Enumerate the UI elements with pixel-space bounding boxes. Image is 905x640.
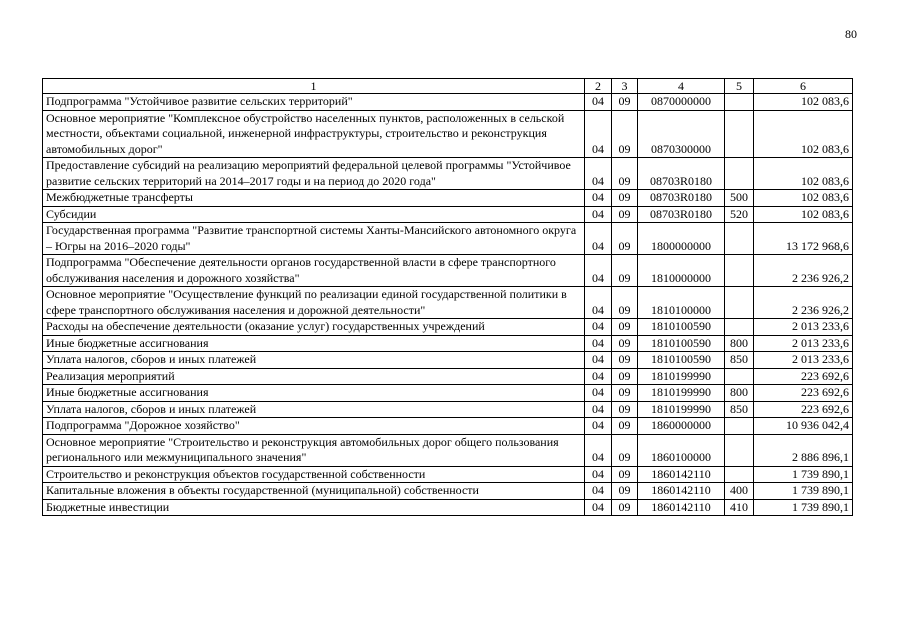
row-subsection: 09 xyxy=(612,319,638,336)
row-name: Подпрограмма "Устойчивое развитие сельских территорий" xyxy=(43,94,585,111)
table-row xyxy=(43,94,853,111)
row-amount: 2 013 233,6 xyxy=(754,319,853,336)
row-target-code: 1860142110 xyxy=(638,499,725,516)
row-expense-type xyxy=(725,223,754,255)
table-row xyxy=(43,499,853,516)
row-section: 04 xyxy=(585,158,612,190)
row-name: Уплата налогов, сборов и иных платежей xyxy=(43,401,585,418)
row-target-code: 0870300000 xyxy=(638,110,725,158)
row-target-code: 1810100590 xyxy=(638,352,725,369)
row-name: Иные бюджетные ассигнования xyxy=(43,335,585,352)
header-col-1: 1 xyxy=(43,79,585,94)
row-subsection: 09 xyxy=(612,499,638,516)
row-subsection: 09 xyxy=(612,385,638,402)
row-section: 04 xyxy=(585,335,612,352)
row-amount: 1 739 890,1 xyxy=(754,466,853,483)
row-expense-type xyxy=(725,418,754,435)
row-subsection: 09 xyxy=(612,335,638,352)
row-target-code: 1860142110 xyxy=(638,466,725,483)
table-row xyxy=(43,368,853,385)
row-expense-type: 850 xyxy=(725,401,754,418)
row-section: 04 xyxy=(585,385,612,402)
table-row xyxy=(43,110,853,158)
row-expense-type xyxy=(725,466,754,483)
row-expense-type: 410 xyxy=(725,499,754,516)
table-row xyxy=(43,158,853,190)
row-name: Субсидии xyxy=(43,206,585,223)
row-amount: 223 692,6 xyxy=(754,385,853,402)
table-row xyxy=(43,352,853,369)
row-name: Межбюджетные трансферты xyxy=(43,190,585,207)
row-name: Государственная программа "Развитие транспортной системы Ханты-Мансийского автономного округа – Югры на 2016–2020 годы" xyxy=(43,223,585,255)
table-row xyxy=(43,255,853,287)
row-name: Подпрограмма "Дорожное хозяйство" xyxy=(43,418,585,435)
row-expense-type: 400 xyxy=(725,483,754,500)
row-subsection: 09 xyxy=(612,158,638,190)
row-amount: 223 692,6 xyxy=(754,401,853,418)
row-amount: 1 739 890,1 xyxy=(754,483,853,500)
row-target-code: 1860142110 xyxy=(638,483,725,500)
row-name: Предоставление субсидий на реализацию мероприятий федеральной целевой программы "Устойчивое развитие сельских территорий на 2014–2017 годы и на период до 2020 года" xyxy=(43,158,585,190)
row-section: 04 xyxy=(585,319,612,336)
row-amount: 2 013 233,6 xyxy=(754,352,853,369)
row-amount: 2 886 896,1 xyxy=(754,434,853,466)
row-name: Подпрограмма "Обеспечение деятельности органов государственной власти в сфере транспортного обслуживания населения и дорожного хозяйства" xyxy=(43,255,585,287)
row-name: Бюджетные инвестиции xyxy=(43,499,585,516)
row-section: 04 xyxy=(585,190,612,207)
row-amount: 223 692,6 xyxy=(754,368,853,385)
table-row xyxy=(43,385,853,402)
row-expense-type xyxy=(725,319,754,336)
header-row xyxy=(43,79,853,94)
row-subsection: 09 xyxy=(612,223,638,255)
row-amount: 102 083,6 xyxy=(754,190,853,207)
row-target-code: 1810199990 xyxy=(638,401,725,418)
row-name: Основное мероприятие "Строительство и реконструкция автомобильных дорог общего пользования регионального или межмуниципального значения" xyxy=(43,434,585,466)
row-section: 04 xyxy=(585,287,612,319)
row-section: 04 xyxy=(585,483,612,500)
header-col-3: 3 xyxy=(612,79,638,94)
row-subsection: 09 xyxy=(612,110,638,158)
row-target-code: 1810100000 xyxy=(638,287,725,319)
row-amount: 2 013 233,6 xyxy=(754,335,853,352)
row-expense-type: 800 xyxy=(725,385,754,402)
row-target-code: 08703R0180 xyxy=(638,206,725,223)
row-expense-type: 500 xyxy=(725,190,754,207)
table-row xyxy=(43,223,853,255)
budget-table xyxy=(42,78,853,516)
row-section: 04 xyxy=(585,206,612,223)
row-subsection: 09 xyxy=(612,483,638,500)
row-amount: 1 739 890,1 xyxy=(754,499,853,516)
row-amount: 102 083,6 xyxy=(754,206,853,223)
table-row xyxy=(43,319,853,336)
row-subsection: 09 xyxy=(612,401,638,418)
row-name: Уплата налогов, сборов и иных платежей xyxy=(43,352,585,369)
row-section: 04 xyxy=(585,352,612,369)
row-target-code: 08703R0180 xyxy=(638,190,725,207)
row-section: 04 xyxy=(585,255,612,287)
table-row xyxy=(43,287,853,319)
row-section: 04 xyxy=(585,223,612,255)
row-target-code: 0870000000 xyxy=(638,94,725,111)
row-subsection: 09 xyxy=(612,255,638,287)
row-name: Иные бюджетные ассигнования xyxy=(43,385,585,402)
row-subsection: 09 xyxy=(612,94,638,111)
table-row xyxy=(43,466,853,483)
row-name: Строительство и реконструкция объектов государственной собственности xyxy=(43,466,585,483)
table-row xyxy=(43,401,853,418)
row-subsection: 09 xyxy=(612,206,638,223)
row-expense-type: 520 xyxy=(725,206,754,223)
row-subsection: 09 xyxy=(612,466,638,483)
row-expense-type: 800 xyxy=(725,335,754,352)
row-amount: 102 083,6 xyxy=(754,110,853,158)
row-target-code: 1800000000 xyxy=(638,223,725,255)
row-target-code: 08703R0180 xyxy=(638,158,725,190)
row-amount: 13 172 968,6 xyxy=(754,223,853,255)
row-expense-type xyxy=(725,94,754,111)
row-name: Реализация мероприятий xyxy=(43,368,585,385)
row-expense-type xyxy=(725,287,754,319)
header-col-2: 2 xyxy=(585,79,612,94)
row-subsection: 09 xyxy=(612,434,638,466)
row-amount: 102 083,6 xyxy=(754,94,853,111)
row-target-code: 1810100590 xyxy=(638,335,725,352)
row-expense-type: 850 xyxy=(725,352,754,369)
table-body xyxy=(43,94,853,516)
table-row xyxy=(43,418,853,435)
row-target-code: 1810199990 xyxy=(638,368,725,385)
row-target-code: 1860000000 xyxy=(638,418,725,435)
row-subsection: 09 xyxy=(612,287,638,319)
row-name: Основное мероприятие "Осуществление функций по реализации единой государственной политики в сфере транспортного обслуживания населения и дорожной деятельности" xyxy=(43,287,585,319)
row-target-code: 1810100590 xyxy=(638,319,725,336)
row-section: 04 xyxy=(585,94,612,111)
row-amount: 10 936 042,4 xyxy=(754,418,853,435)
row-amount: 2 236 926,2 xyxy=(754,255,853,287)
table-row xyxy=(43,434,853,466)
row-expense-type xyxy=(725,110,754,158)
row-target-code: 1810199990 xyxy=(638,385,725,402)
row-subsection: 09 xyxy=(612,418,638,435)
header-col-4: 4 xyxy=(638,79,725,94)
row-name: Основное мероприятие "Комплексное обустройство населенных пунктов, расположенных в сельской местности, объектами социальной, инженерной инфраструктуры, строительство и реконструкция автомобильных дорог" xyxy=(43,110,585,158)
row-expense-type xyxy=(725,158,754,190)
table-row xyxy=(43,483,853,500)
row-name: Капитальные вложения в объекты государственной (муниципальной) собственности xyxy=(43,483,585,500)
row-section: 04 xyxy=(585,434,612,466)
row-target-code: 1810000000 xyxy=(638,255,725,287)
row-name: Расходы на обеспечение деятельности (оказание услуг) государственных учреждений xyxy=(43,319,585,336)
row-section: 04 xyxy=(585,110,612,158)
row-amount: 102 083,6 xyxy=(754,158,853,190)
row-expense-type xyxy=(725,255,754,287)
table-row xyxy=(43,335,853,352)
row-section: 04 xyxy=(585,401,612,418)
row-expense-type xyxy=(725,434,754,466)
page-number: 80 xyxy=(845,27,857,41)
row-section: 04 xyxy=(585,466,612,483)
header-col-6: 6 xyxy=(754,79,853,94)
row-subsection: 09 xyxy=(612,368,638,385)
row-section: 04 xyxy=(585,368,612,385)
row-subsection: 09 xyxy=(612,352,638,369)
row-section: 04 xyxy=(585,418,612,435)
table-row xyxy=(43,190,853,207)
row-subsection: 09 xyxy=(612,190,638,207)
row-amount: 2 236 926,2 xyxy=(754,287,853,319)
table-header xyxy=(43,79,853,94)
header-col-5: 5 xyxy=(725,79,754,94)
table-row xyxy=(43,206,853,223)
row-target-code: 1860100000 xyxy=(638,434,725,466)
row-section: 04 xyxy=(585,499,612,516)
row-expense-type xyxy=(725,368,754,385)
